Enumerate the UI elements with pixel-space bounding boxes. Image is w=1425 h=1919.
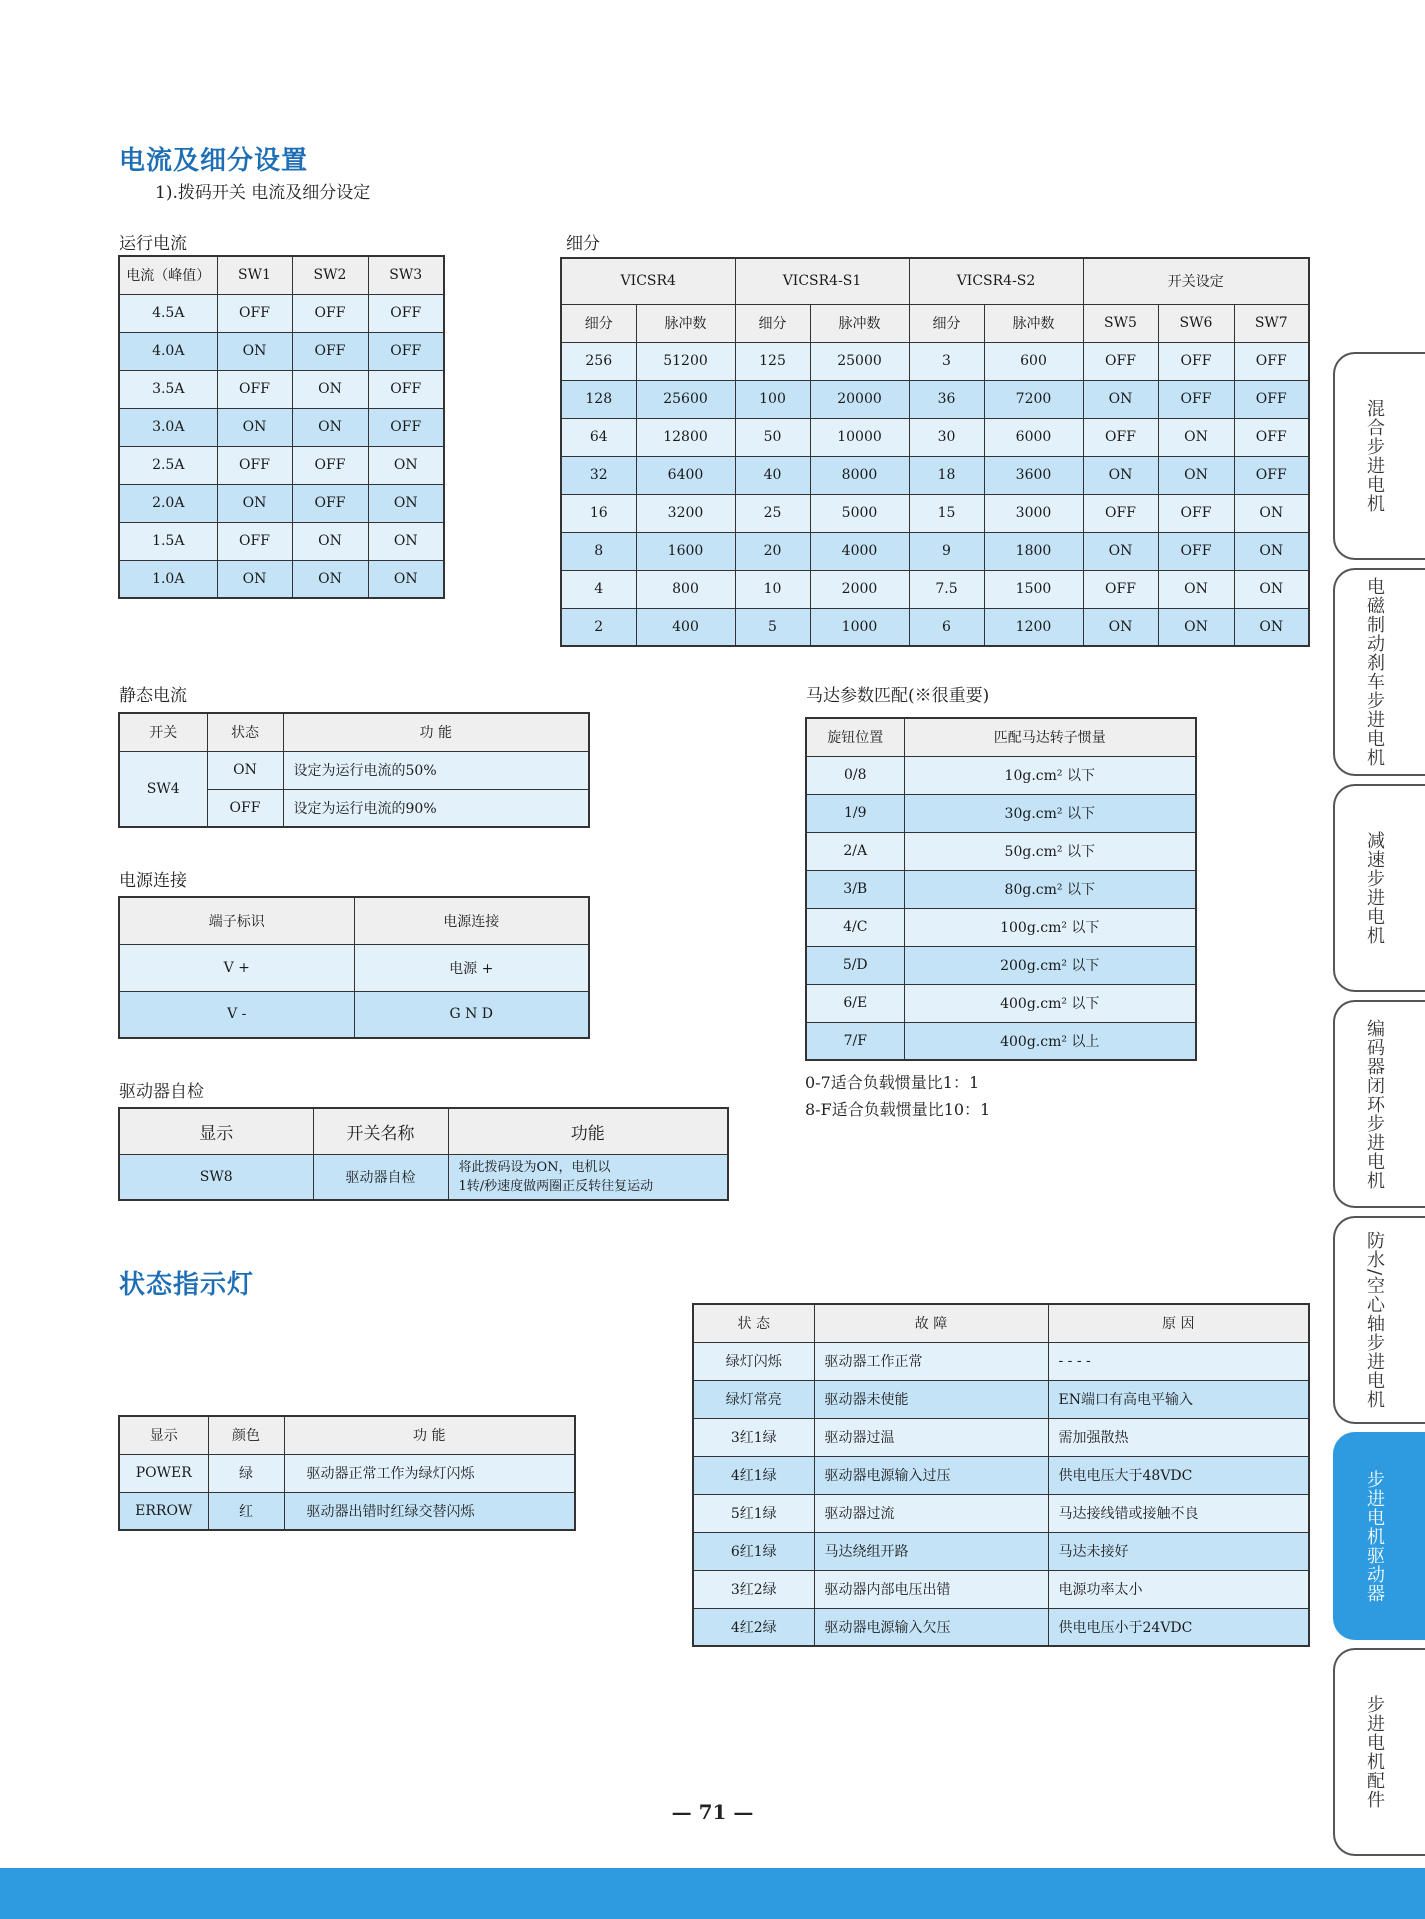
table-row: [561, 608, 1309, 646]
cell: EN端口有高电平输入: [1048, 1380, 1309, 1418]
cell: OFF: [1234, 380, 1309, 418]
cell: 10: [735, 570, 810, 608]
table-row: [561, 418, 1309, 456]
cell: 驱动器过流: [814, 1494, 1048, 1532]
cell: OFF: [292, 446, 368, 484]
cell: OFF: [1234, 418, 1309, 456]
cell: 25: [735, 494, 810, 532]
note-line: 0-7适合负载惯量比1：1: [805, 1073, 980, 1092]
cell: 3红2绿: [693, 1570, 814, 1608]
cell: 3000: [984, 494, 1083, 532]
motor-match-table: [805, 717, 1197, 1061]
cell: 3红1绿: [693, 1418, 814, 1456]
cell: ON: [368, 446, 444, 484]
cell: 1600: [636, 532, 735, 570]
cell: ON: [217, 408, 292, 446]
cell: 30g.cm² 以下: [904, 794, 1196, 832]
cell: ON: [1158, 418, 1234, 456]
header-cell: 开关名称: [313, 1108, 448, 1154]
cell: 400: [636, 608, 735, 646]
tab-label: 编码器闭环步进电机: [1364, 1018, 1385, 1190]
header-cell: 颜色: [208, 1416, 284, 1454]
table-row: [561, 570, 1309, 608]
tab-stepper-accessories[interactable]: [1333, 1648, 1425, 1856]
cell: 3: [909, 342, 984, 380]
cell: ON: [368, 522, 444, 560]
cell: 18: [909, 456, 984, 494]
cell: 1000: [810, 608, 909, 646]
table-row: [119, 944, 589, 991]
cell: 200g.cm² 以下: [904, 946, 1196, 984]
table-row: [119, 294, 444, 332]
header-cell: 脉冲数: [984, 304, 1083, 342]
header-cell: 脉冲数: [636, 304, 735, 342]
cell: ON: [368, 560, 444, 598]
cell: ON: [217, 560, 292, 598]
cell: OFF: [1083, 418, 1158, 456]
table-row: [561, 380, 1309, 418]
selftest-caption: 驱动器自检: [119, 1082, 204, 1102]
cell: OFF: [1083, 494, 1158, 532]
cell: 80g.cm² 以下: [904, 870, 1196, 908]
header-cell: 状 态: [693, 1304, 814, 1342]
cell: 马达绕组开路: [814, 1532, 1048, 1570]
tab-waterproof-stepper[interactable]: [1333, 1216, 1425, 1424]
cell: 100g.cm² 以下: [904, 908, 1196, 946]
cell: 红: [208, 1492, 284, 1530]
cell: 10g.cm² 以下: [904, 756, 1196, 794]
cell: 3.5A: [119, 370, 217, 408]
note-line: 8-F适合负载惯量比10：1: [805, 1100, 991, 1119]
cell: 1.5A: [119, 522, 217, 560]
cell: OFF: [292, 332, 368, 370]
cell: 驱动器工作正常: [814, 1342, 1048, 1380]
header-cell: SW1: [217, 256, 292, 294]
table-row: [119, 1154, 728, 1200]
table-row: [561, 456, 1309, 494]
cell: 32: [561, 456, 636, 494]
microstep-table: [560, 257, 1310, 647]
table-row: [806, 984, 1196, 1022]
cell: 8000: [810, 456, 909, 494]
cell: V -: [119, 991, 354, 1038]
header-cell: 功 能: [284, 1416, 575, 1454]
cell: ON: [217, 332, 292, 370]
cell: OFF: [1083, 570, 1158, 608]
cell: 2000: [810, 570, 909, 608]
header-cell: SW3: [368, 256, 444, 294]
cell: 4红1绿: [693, 1456, 814, 1494]
table-row: [119, 522, 444, 560]
cell: ON: [1083, 608, 1158, 646]
cell: 供电电压大于48VDC: [1048, 1456, 1309, 1494]
table-row: [806, 832, 1196, 870]
cell: OFF: [292, 484, 368, 522]
cell: ON: [1083, 456, 1158, 494]
header-cell: 细分: [735, 304, 810, 342]
table-row: [806, 908, 1196, 946]
tab-hybrid-stepper[interactable]: [1333, 352, 1425, 560]
cell: [448, 1154, 728, 1200]
cell: ERROW: [119, 1492, 208, 1530]
table-row: [119, 408, 444, 446]
run-current-table: [118, 255, 445, 599]
cell: 供电电压小于24VDC: [1048, 1608, 1309, 1646]
cell: 0/8: [806, 756, 904, 794]
cell: 驱动器正常工作为绿灯闪烁: [284, 1454, 575, 1492]
header-cell: 旋钮位置: [806, 718, 904, 756]
cell: 驱动器过温: [814, 1418, 1048, 1456]
table-row: [119, 1492, 575, 1530]
cell: 驱动器电源输入过压: [814, 1456, 1048, 1494]
table-row: [119, 991, 589, 1038]
cell: 驱动器未使能: [814, 1380, 1048, 1418]
header-cell: 脉冲数: [810, 304, 909, 342]
cell: OFF: [368, 332, 444, 370]
cell: 绿灯常亮: [693, 1380, 814, 1418]
section-title-indicator: 状态指示灯: [119, 1270, 255, 1300]
cell: - - - -: [1048, 1342, 1309, 1380]
static-current-table: [118, 712, 590, 828]
cell: 25600: [636, 380, 735, 418]
cell: 6红1绿: [693, 1532, 814, 1570]
table-row: [693, 1456, 1309, 1494]
cell: 64: [561, 418, 636, 456]
table-row: [806, 1022, 1196, 1060]
group-header: 开关设定: [1083, 258, 1309, 304]
tab-label: 步进电机驱动器: [1364, 1469, 1385, 1603]
header-cell: 状态: [207, 713, 283, 751]
cell: 2/A: [806, 832, 904, 870]
cell: 10000: [810, 418, 909, 456]
table-row: [119, 560, 444, 598]
cell: 1500: [984, 570, 1083, 608]
cell: 20: [735, 532, 810, 570]
cell: 100: [735, 380, 810, 418]
cell: OFF: [217, 370, 292, 408]
cell: ON: [1234, 494, 1309, 532]
cell: ON: [1234, 570, 1309, 608]
cell: 6400: [636, 456, 735, 494]
cell: 4/C: [806, 908, 904, 946]
cell: ON: [1234, 532, 1309, 570]
cell: 2.5A: [119, 446, 217, 484]
cell: 5000: [810, 494, 909, 532]
cell: 1800: [984, 532, 1083, 570]
cell: ON: [1158, 456, 1234, 494]
table-row: [693, 1608, 1309, 1646]
cell: OFF: [217, 522, 292, 560]
table-row: [119, 370, 444, 408]
cell: 7.5: [909, 570, 984, 608]
static-current-caption: 静态电流: [119, 686, 187, 706]
cell: 40: [735, 456, 810, 494]
cell: ON: [217, 484, 292, 522]
cell: OFF: [368, 408, 444, 446]
cell: OFF: [368, 294, 444, 332]
motor-match-notes: [805, 1069, 990, 1123]
header-cell: 电流（峰值）: [119, 256, 217, 294]
header-cell: 细分: [561, 304, 636, 342]
cell: 驱动器自检: [313, 1154, 448, 1200]
cell: 绿灯闪烁: [693, 1342, 814, 1380]
tab-brake-stepper[interactable]: [1333, 568, 1425, 776]
page-number: — 71 —: [671, 1800, 754, 1824]
bottom-bar: [0, 1868, 1425, 1919]
header-cell: SW7: [1234, 304, 1309, 342]
table-row: [806, 870, 1196, 908]
cell: OFF: [368, 370, 444, 408]
section-title-current: 电流及细分设置: [119, 146, 309, 176]
cell: 51200: [636, 342, 735, 380]
cell: 驱动器出错时红绿交替闪烁: [284, 1492, 575, 1530]
cell: POWER: [119, 1454, 208, 1492]
cell: 3.0A: [119, 408, 217, 446]
cell: 128: [561, 380, 636, 418]
table-row: [561, 494, 1309, 532]
cell: 36: [909, 380, 984, 418]
cell: 600: [984, 342, 1083, 380]
cell: 400g.cm² 以上: [904, 1022, 1196, 1060]
table-row: [693, 1342, 1309, 1380]
cell: OFF: [1234, 456, 1309, 494]
header-cell: 开关: [119, 713, 207, 751]
group-header: VICSR4-S2: [909, 258, 1083, 304]
header-cell: 故 障: [814, 1304, 1048, 1342]
power-table: [118, 896, 590, 1039]
cell: OFF: [217, 446, 292, 484]
cell: 4: [561, 570, 636, 608]
cell: 15: [909, 494, 984, 532]
cell: OFF: [1158, 342, 1234, 380]
table-row: [561, 532, 1309, 570]
header-cell: SW5: [1083, 304, 1158, 342]
cell: ON: [1158, 608, 1234, 646]
header-cell: SW6: [1158, 304, 1234, 342]
cell: 4.0A: [119, 332, 217, 370]
cell: ON: [207, 751, 283, 789]
cell: 1/9: [806, 794, 904, 832]
cell: 需加强散热: [1048, 1418, 1309, 1456]
cell: ON: [1234, 608, 1309, 646]
tab-closed-loop-stepper[interactable]: [1333, 1000, 1425, 1208]
cell: OFF: [1158, 494, 1234, 532]
cell: 6: [909, 608, 984, 646]
tab-label: 防水/空心轴步进电机: [1364, 1230, 1385, 1410]
section-subtitle: 1).拨码开关 电流及细分设定: [155, 183, 371, 203]
cell: 绿: [208, 1454, 284, 1492]
table-row: [806, 794, 1196, 832]
cell: 30: [909, 418, 984, 456]
table-row: [119, 484, 444, 522]
cell: G N D: [354, 991, 589, 1038]
cell: 马达接线错或接触不良: [1048, 1494, 1309, 1532]
cell: 20000: [810, 380, 909, 418]
cell: 设定为运行电流的50%: [283, 751, 589, 789]
table-row: [119, 332, 444, 370]
group-header: VICSR4: [561, 258, 735, 304]
cell: 9: [909, 532, 984, 570]
table-row: [119, 1454, 575, 1492]
cell: 4000: [810, 532, 909, 570]
cell: 800: [636, 570, 735, 608]
cell: 驱动器电源输入欠压: [814, 1608, 1048, 1646]
table-row: [119, 751, 589, 789]
cell: SW4: [119, 751, 207, 827]
cell: V +: [119, 944, 354, 991]
indicator-table: [118, 1415, 576, 1531]
microstep-caption: 细分: [566, 234, 600, 254]
cell: 50g.cm² 以下: [904, 832, 1196, 870]
cell: 5红1绿: [693, 1494, 814, 1532]
cell: 1.0A: [119, 560, 217, 598]
selftest-table: [118, 1107, 729, 1201]
cell: 5/D: [806, 946, 904, 984]
table-row: [119, 446, 444, 484]
cell: OFF: [217, 294, 292, 332]
cell: ON: [292, 522, 368, 560]
cell: 12800: [636, 418, 735, 456]
cell: 电源功率太小: [1048, 1570, 1309, 1608]
cell: 6/E: [806, 984, 904, 1022]
cell: 400g.cm² 以下: [904, 984, 1196, 1022]
header-cell: 显示: [119, 1108, 313, 1154]
cell: 5: [735, 608, 810, 646]
cell: 7/F: [806, 1022, 904, 1060]
cell: 256: [561, 342, 636, 380]
cell: ON: [1083, 380, 1158, 418]
header-cell: 匹配马达转子惯量: [904, 718, 1196, 756]
table-row: [693, 1380, 1309, 1418]
header-cell: 功 能: [283, 713, 589, 751]
cell: OFF: [207, 789, 283, 827]
cell: OFF: [1083, 342, 1158, 380]
table-row: [693, 1494, 1309, 1532]
cell: OFF: [292, 294, 368, 332]
cell: 16: [561, 494, 636, 532]
cell: 6000: [984, 418, 1083, 456]
table-row: [806, 756, 1196, 794]
tab-label: 混合步进电机: [1364, 399, 1385, 513]
power-caption: 电源连接: [119, 871, 187, 891]
header-cell: 显示: [119, 1416, 208, 1454]
tab-label: 电磁制动刹车步进电机: [1364, 577, 1385, 767]
table-row: [561, 342, 1309, 380]
cell: 驱动器内部电压出错: [814, 1570, 1048, 1608]
cell: ON: [368, 484, 444, 522]
cell: 马达未接好: [1048, 1532, 1309, 1570]
table-row: [693, 1418, 1309, 1456]
cell: 1200: [984, 608, 1083, 646]
header-cell: 功能: [448, 1108, 728, 1154]
header-cell: 端子标识: [119, 897, 354, 944]
cell: OFF: [1234, 342, 1309, 380]
table-row: [693, 1532, 1309, 1570]
tab-label: 减速步进电机: [1364, 831, 1385, 945]
header-cell: 原 因: [1048, 1304, 1309, 1342]
cell: 设定为运行电流的90%: [283, 789, 589, 827]
tab-label: 步进电机配件: [1364, 1695, 1385, 1809]
header-cell: SW2: [292, 256, 368, 294]
selftest-function-line2: 1转/秒速度做两圈正反转往复运动: [458, 1178, 654, 1194]
cell: SW8: [119, 1154, 313, 1200]
cell: 4红2绿: [693, 1608, 814, 1646]
cell: 25000: [810, 342, 909, 380]
fault-table: [692, 1303, 1310, 1647]
cell: 3200: [636, 494, 735, 532]
cell: 2: [561, 608, 636, 646]
cell: 3/B: [806, 870, 904, 908]
cell: 4.5A: [119, 294, 217, 332]
cell: 电源 +: [354, 944, 589, 991]
cell: 3600: [984, 456, 1083, 494]
cell: ON: [292, 370, 368, 408]
cell: 2.0A: [119, 484, 217, 522]
tab-gear-stepper[interactable]: [1333, 784, 1425, 992]
header-cell: 电源连接: [354, 897, 589, 944]
cell: 7200: [984, 380, 1083, 418]
group-header: VICSR4-S1: [735, 258, 909, 304]
cell: OFF: [1158, 532, 1234, 570]
motor-match-caption: 马达参数匹配(※很重要): [806, 686, 990, 706]
cell: ON: [292, 408, 368, 446]
cell: ON: [1083, 532, 1158, 570]
cell: ON: [292, 560, 368, 598]
cell: ON: [1158, 570, 1234, 608]
selftest-function-line1: 将此拨码设为ON，电机以: [458, 1159, 611, 1175]
cell: 50: [735, 418, 810, 456]
cell: OFF: [1158, 380, 1234, 418]
table-row: [693, 1570, 1309, 1608]
cell: 125: [735, 342, 810, 380]
tab-stepper-driver[interactable]: [1333, 1432, 1425, 1640]
cell: 8: [561, 532, 636, 570]
run-current-caption: 运行电流: [119, 234, 187, 254]
table-row: [806, 946, 1196, 984]
header-cell: 细分: [909, 304, 984, 342]
